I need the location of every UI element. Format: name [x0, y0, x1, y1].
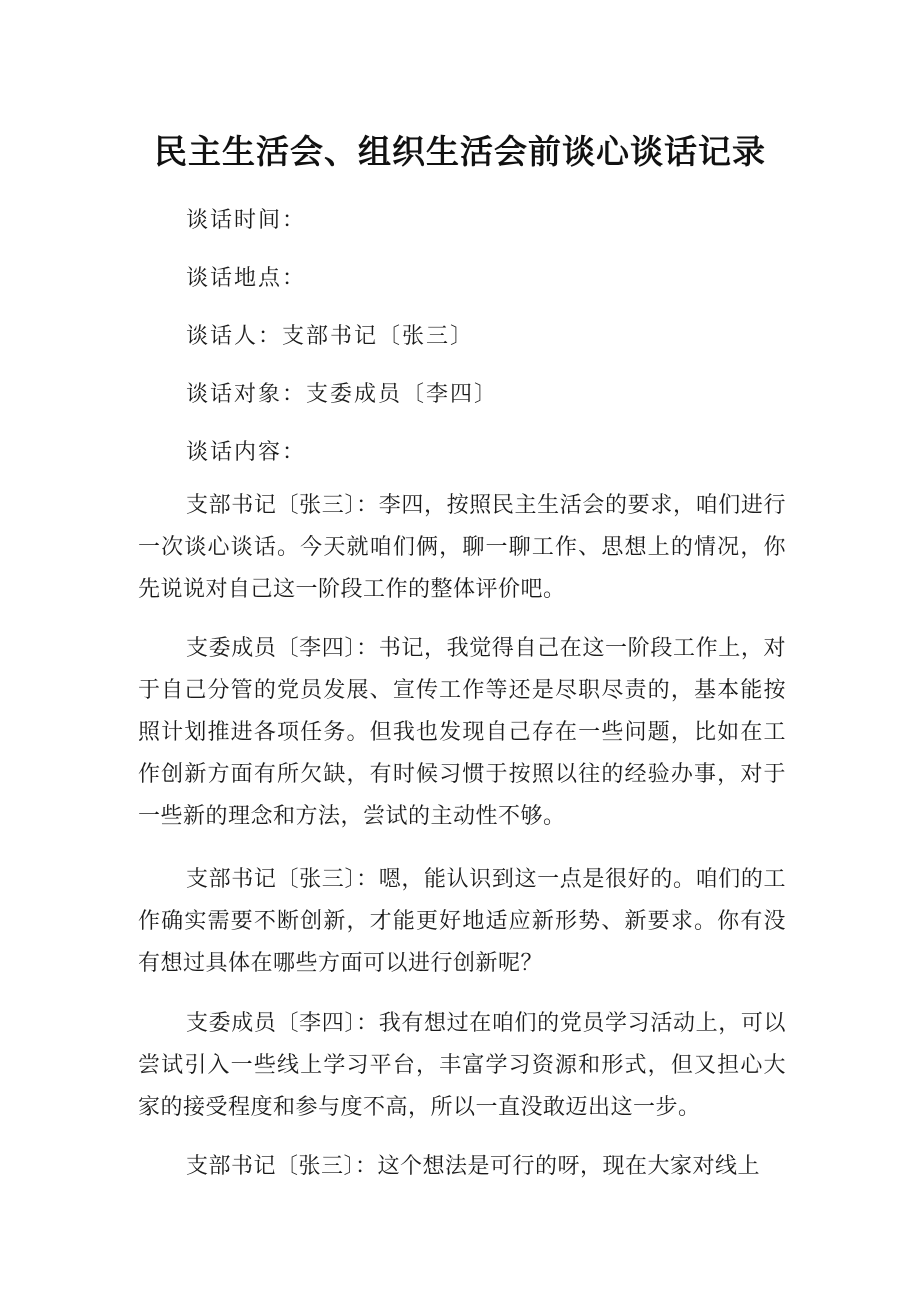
meta-talk-place: 谈话地点：	[186, 266, 307, 291]
dialogue-paragraph-5: 支部书记〔张三〕：这个想法是可行的呀，现在大家对线上	[186, 1154, 761, 1179]
meta-talk-target: 谈话对象：支委成员〔李四〕	[186, 382, 499, 407]
meta-talk-time: 谈话时间：	[186, 208, 307, 233]
meta-talk-content: 谈话内容：	[186, 440, 307, 465]
dialogue-paragraph-2: 支委成员〔李四〕：书记，我觉得自己在这一阶段工作上，对于自己分管的党员发展、宣传工作等还是尽职尽责的，基本能按照计划推进各项任务。但我也发现自己存在一些问题，比如在工作创新方面有所欠缺，有时候习惯于按照以往的经验办事，对于一些新的理念和方法，尝试的主动性不够。	[138, 636, 786, 829]
dialogue-paragraph-1: 支部书记〔张三〕：李四，按照民主生活会的要求，咱们进行一次谈心谈话。今天就咱们俩，聊一聊工作、思想上的情况，你先说说对自己这一阶段工作的整体评价吧。	[138, 493, 786, 602]
document-title: 民主生活会、组织生活会前谈心谈话记录	[154, 132, 766, 171]
dialogue-paragraph-4: 支委成员〔李四〕：我有想过在咱们的党员学习活动上，可以尝试引入一些线上学习平台，丰富学习资源和形式，但又担心大家的接受程度和参与度不高，所以一直没敢迈出这一步。	[138, 1011, 786, 1120]
dialogue-paragraph-3: 支部书记〔张三〕：嗯，能认识到这一点是很好的。咱们的工作确实需要不断创新，才能更好地适应新形势、新要求。你有没有想过具体在哪些方面可以进行创新呢？	[138, 867, 786, 976]
meta-talk-speaker: 谈话人：支部书记〔张三〕	[186, 324, 475, 349]
